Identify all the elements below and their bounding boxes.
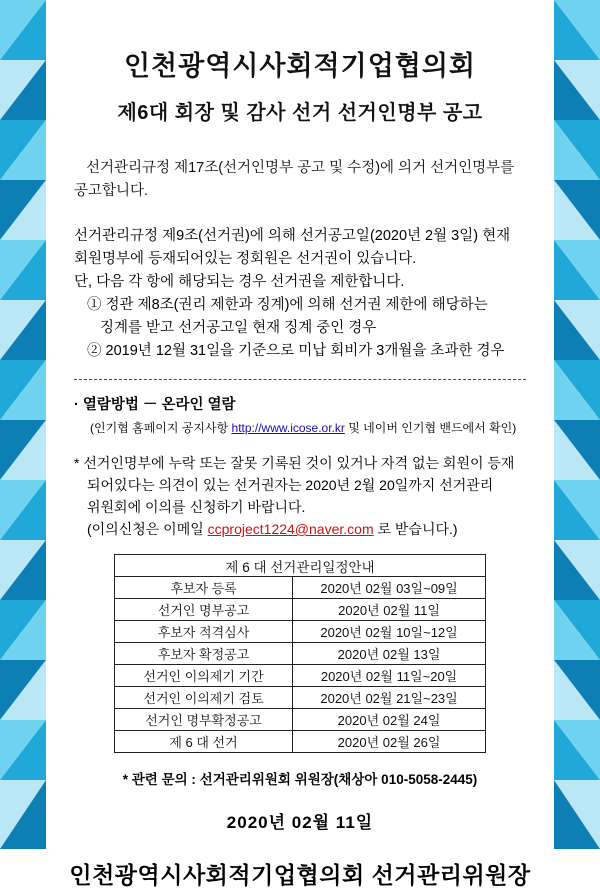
view-method-label: 열람방법 － 온라인 열람 [82, 397, 236, 413]
clause-line-5: 징계를 받고 선거공고일 현재 징계 중인 경우 [100, 320, 377, 336]
election-schedule-table [114, 554, 486, 753]
schedule-date: 2020년 02월 10일~12일 [293, 621, 486, 643]
clause-line-2: 회원명부에 등재되어있는 정회원은 선거권이 있습니다. [74, 251, 417, 267]
table-row [115, 731, 486, 753]
schedule-item: 선거인 명부공고 [115, 599, 293, 621]
objection-email-link[interactable]: ccproject1224@naver.com [207, 521, 374, 537]
decorative-triangles-left-svg [0, 0, 46, 849]
objection-line-1 [74, 452, 526, 474]
objection-text-1: 선거인명부에 누락 또는 잘못 기록된 것이 있거나 자격 없는 회원이 등재 [83, 455, 515, 471]
schedule-date: 2020년 02월 11일~20일 [293, 665, 486, 687]
table-row [115, 621, 486, 643]
table-row [115, 577, 486, 599]
view-method-row [74, 394, 526, 438]
clause-line-3: 단, 다음 각 항에 해당되는 경우 선거권을 제한합니다. [74, 274, 405, 290]
schedule-date: 2020년 02월 13일 [293, 643, 486, 665]
clause-paragraph [74, 225, 526, 363]
notice-subtitle: 제6대 회장 및 감사 선거 선거인명부 공고 [117, 102, 483, 124]
decorative-triangles-right-svg [554, 0, 600, 849]
schedule-item: 후보자 등록 [115, 577, 293, 599]
objection-marker: * [74, 455, 80, 471]
schedule-table-body [115, 577, 486, 753]
view-method-marker: · [74, 397, 79, 413]
intro-paragraph: 선거관리규정 제17조(선거인명부 공고 및 수정)에 의거 선거인명부를 공고합니다. [74, 160, 515, 199]
contact-line: * 관련 문의 : 선거관리위원회 위원장(채상아 010-5058-2445) [122, 772, 478, 787]
view-method-note [74, 419, 526, 438]
schedule-date: 2020년 02월 21일~23일 [293, 687, 486, 709]
body-text-block [74, 157, 526, 540]
decorative-border-right [554, 0, 600, 849]
clause-line-6: ② 2019년 12월 31일을 기준으로 미납 회비가 3개월을 초과한 경우 [87, 343, 505, 359]
schedule-date: 2020년 02월 24일 [293, 709, 486, 731]
schedule-caption: 제 6 대 선거관리일정안내 [115, 555, 486, 577]
schedule-table-wrapper [114, 554, 486, 753]
issue-date: 2020년 02월 11일 [226, 813, 374, 832]
clause-line-1: 선거관리규정 제9조(선거권)에 의해 선거공고일(2020년 2월 3일) 현재 [74, 228, 511, 244]
table-row [115, 687, 486, 709]
schedule-table-head [115, 555, 486, 577]
view-method-note-suffix: 및 네이버 인기협 밴드에서 확인) [344, 421, 517, 435]
clause-line-4: ① 정관 제8조(권리 제한과 징계)에 의해 선거권 제한에 해당하는 [87, 297, 488, 313]
view-method-note-prefix: (인기협 홈페이지 공지사항 [90, 421, 232, 435]
objection-email-line [74, 518, 526, 540]
schedule-caption-row [115, 555, 486, 577]
schedule-date: 2020년 02월 03일~09일 [293, 577, 486, 599]
objection-row [74, 452, 526, 540]
schedule-item: 후보자 적격심사 [115, 621, 293, 643]
objection-line-3: 위원회에 이의를 신청하기 바랍니다. [87, 499, 306, 515]
objection-line-2: 되어있다는 의견이 있는 선거권자는 2020년 2월 20일까지 선거관리 [87, 477, 494, 493]
table-row [115, 643, 486, 665]
decorative-border-left [0, 0, 46, 849]
table-row [115, 709, 486, 731]
schedule-item: 선거인 이의제기 검토 [115, 687, 293, 709]
objection-email-suffix: 로 받습니다.) [373, 521, 458, 537]
icose-homepage-link[interactable]: http://www.icose.or.kr [231, 421, 345, 435]
organization-title: 인천광역시사회적기업협의회 [123, 51, 477, 81]
dashed-divider [74, 379, 526, 380]
schedule-date: 2020년 02월 11일 [293, 599, 486, 621]
schedule-item: 후보자 확정공고 [115, 643, 293, 665]
table-row [115, 665, 486, 687]
signature-line: 인천광역시사회적기업협의회 선거관리위원장 [69, 862, 531, 888]
schedule-item: 제 6 대 선거 [115, 731, 293, 753]
objection-email-prefix: (이의신청은 이메일 [87, 521, 208, 537]
poster-content [46, 0, 554, 888]
schedule-item: 선거인 이의제기 기간 [115, 665, 293, 687]
schedule-date: 2020년 02월 26일 [293, 731, 486, 753]
table-row [115, 599, 486, 621]
schedule-item: 선거인 명부확정공고 [115, 709, 293, 731]
